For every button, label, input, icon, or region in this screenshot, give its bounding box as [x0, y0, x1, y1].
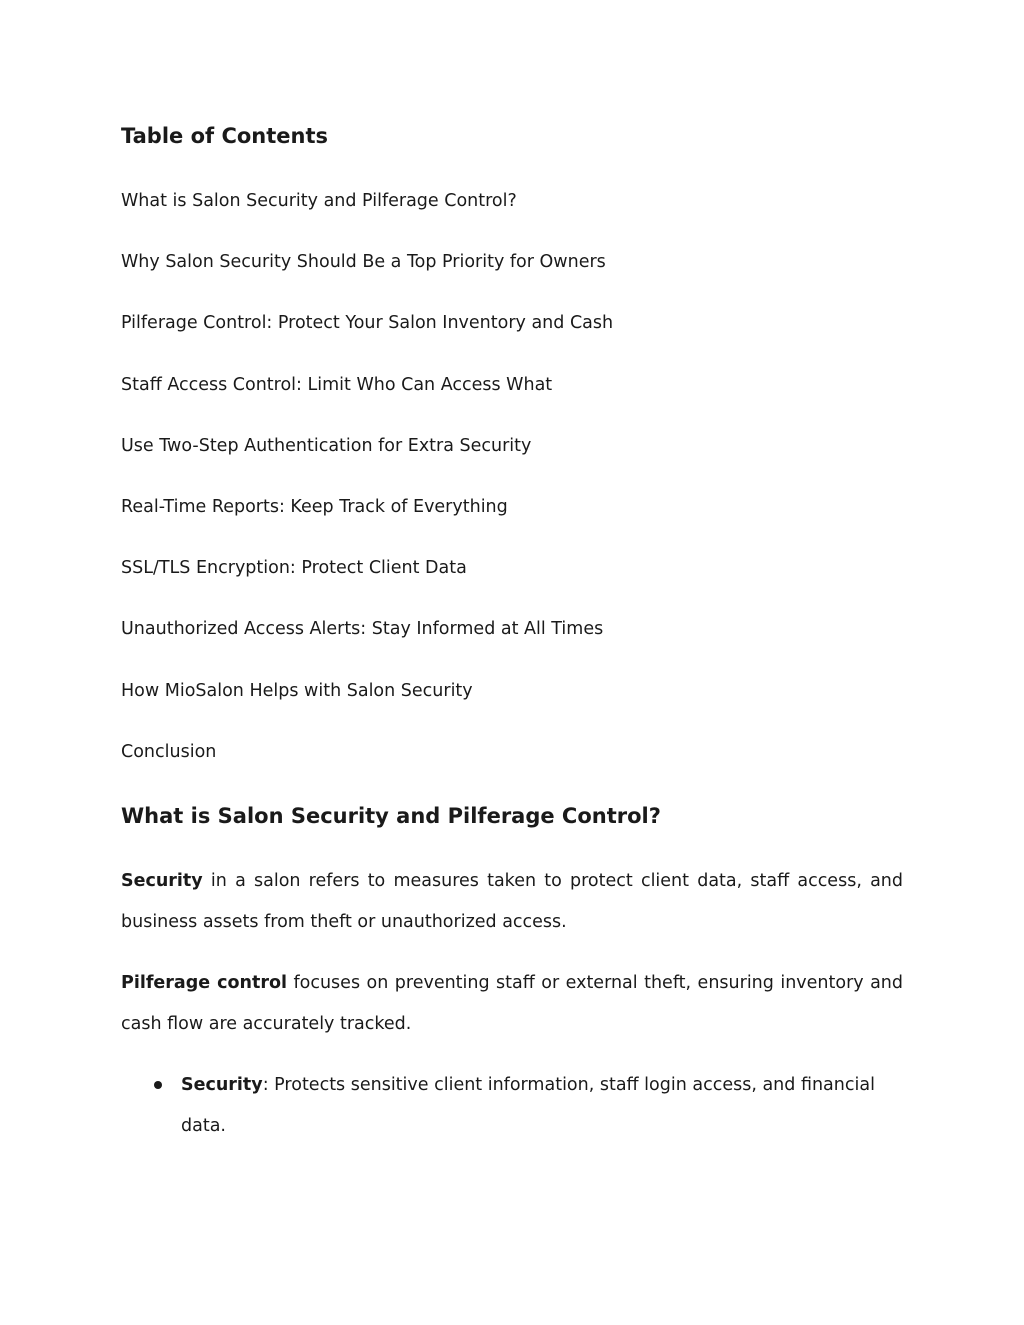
toc-item-two-step-auth[interactable]: Use Two-Step Authentication for Extra Security — [121, 435, 532, 456]
toc-item-pilferage-control[interactable]: Pilferage Control: Protect Your Salon Inventory and Cash — [121, 313, 614, 334]
toc-item-real-time-reports[interactable]: Real-Time Reports: Keep Track of Everything — [121, 496, 508, 517]
toc-list — [121, 189, 613, 801]
toc-item-salon-security[interactable]: What is Salon Security and Pilferage Control? — [121, 191, 517, 211]
paragraph-security — [121, 861, 903, 943]
bullet-item-text: : Protects sensitive client information, staff login access, and financial data. — [181, 1075, 875, 1136]
toc-item-staff-access[interactable]: Staff Access Control: Limit Who Can Access What — [121, 374, 553, 395]
toc-item-miosalon[interactable]: How MioSalon Helps with Salon Security — [121, 680, 473, 701]
toc-heading: Table of Contents — [121, 124, 329, 148]
paragraph-security-text: in a salon refers to measures taken to protect client data, staff access, and business assets from theft or unauthorized access. — [121, 871, 903, 932]
bullet-list — [121, 1065, 903, 1147]
bullet-dot-icon — [154, 1081, 162, 1089]
paragraph-pilferage — [121, 963, 903, 1045]
bullet-item-term: Security — [181, 1075, 263, 1095]
paragraph-pilferage-text: focuses on preventing staff or external theft, ensuring inventory and cash flow are accurately tracked. — [121, 973, 904, 1034]
toc-item-ssl-tls[interactable]: SSL/TLS Encryption: Protect Client Data — [121, 558, 467, 579]
toc-item-top-priority[interactable]: Why Salon Security Should Be a Top Priority for Owners — [121, 252, 606, 273]
paragraph-security-term: Security — [121, 871, 203, 891]
bullet-item-security — [121, 1065, 881, 1147]
section-heading: What is Salon Security and Pilferage Control? — [121, 804, 661, 828]
toc-item-conclusion[interactable]: Conclusion — [121, 741, 217, 762]
paragraph-pilferage-term: Pilferage control — [121, 973, 288, 993]
toc-item-access-alerts[interactable]: Unauthorized Access Alerts: Stay Informed at All Times — [121, 619, 604, 640]
